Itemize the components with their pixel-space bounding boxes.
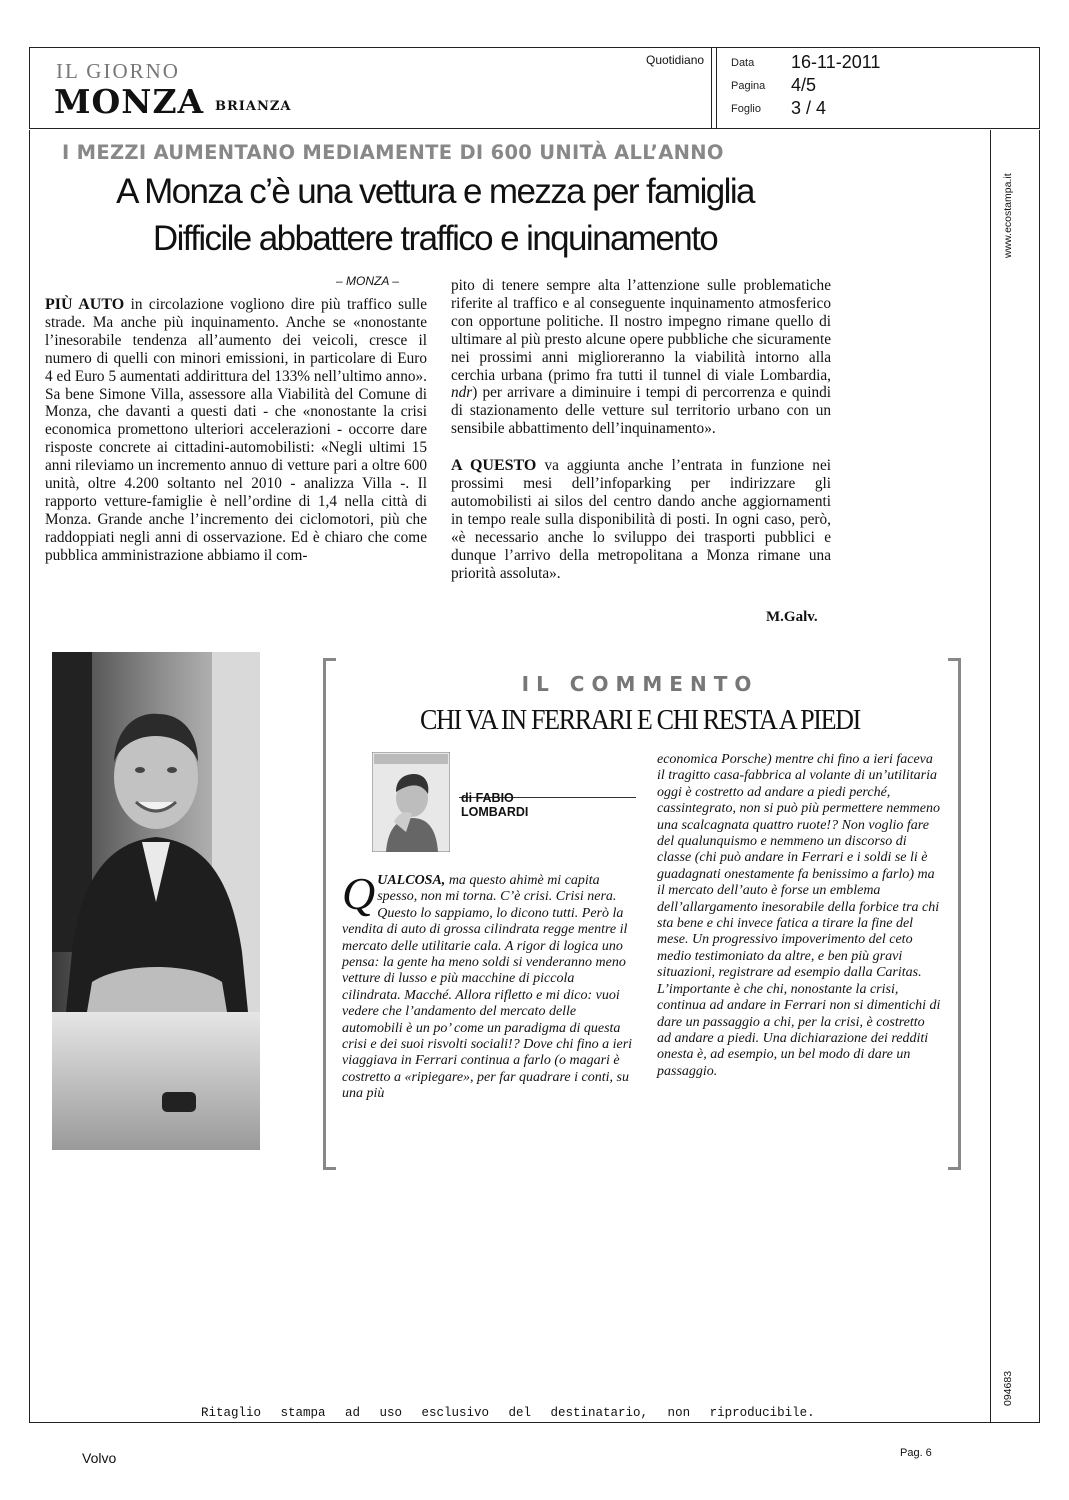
article-dateline: – MONZA –	[336, 274, 399, 288]
article-headline-1: A Monza c’è una vettura e mezza per famiglia	[116, 172, 754, 211]
comment-title: CHI VA IN FERRARI E CHI RESTA A PIEDI	[419, 704, 861, 736]
article-signature: M.Galv.	[766, 609, 818, 625]
publication-type: Quotidiano	[646, 53, 705, 67]
comment-label: IL COMMENTO	[521, 672, 759, 696]
comment-bracket-left	[323, 658, 336, 1170]
article-col2-ndr: ndr	[451, 384, 473, 402]
article-kicker: I MEZZI AUMENTANO MEDIAMENTE DI 600 UNITÀ ALL’ANNO	[62, 141, 724, 164]
date-value: 16-11-2011	[791, 52, 881, 72]
meta-box	[716, 47, 1040, 129]
assessor-photo	[52, 652, 260, 1150]
footer-page: Pag. 6	[900, 1447, 932, 1459]
side-column	[990, 130, 1040, 1423]
comment-column-1	[342, 868, 634, 1103]
author-photo	[372, 752, 450, 852]
article-headline-2: Difficile abbattere traffico e inquinamento	[152, 219, 718, 258]
comment-bracket-right	[948, 658, 961, 1170]
sheet-label: Foglio	[731, 103, 761, 115]
article-col2-text-c: va aggiunta anche l’entrata in funzione nei prossimi mesi dell’infoparking per indirizzare gli automobilisti ai silos del centro dando anche aggiornamenti in tempo reale sulla disponibilità di posti. In ogni caso, però, «è necessario anche lo sviluppo dei trasporti pubblici e dunque l’arrivo della metropolitana a Monza rimane una priorità assoluta».	[451, 457, 831, 582]
footer-client: Volvo	[82, 1450, 117, 1466]
comment-col1-text: ma questo ahimè mi capita spesso, non mi torna. C’è crisi. Crisi nera. Questo lo sappiamo, lo dicono tutti. Però la vendita di auto di grossa cilindrata regge mentre il mercato delle utilitarie cala. A rigor di logica uno pensa: la gente ha meno soldi si venderanno meno vetture di lusso e più macchine di piccola cilindrata. Macché. Allora rifletto e mi dico: vuoi vedere che l’andamento del mercato delle automobili è un po’ come un paradigma di questa crisi e dei suoi risvolti sociali!? Dove chi fino a ieri viaggiava in Ferrari continua a farlo (o magari è costretto a «ripiegare», per far quadrare i conti, su una più	[342, 873, 633, 1102]
article-column-1	[45, 296, 427, 565]
author-name	[461, 791, 528, 819]
author-surname: LOMBARDI	[461, 805, 529, 819]
comment-column-2	[657, 752, 942, 1080]
date-label: Data	[731, 57, 755, 69]
page-value: 4/5	[791, 75, 817, 95]
side-code: 094683	[1002, 1370, 1014, 1406]
article-col1-lead: PIÙ AUTO	[45, 296, 125, 313]
masthead-line3: BRIANZA	[215, 99, 292, 114]
article-col2-lead: A QUESTO	[451, 457, 537, 475]
masthead-line2: MONZA	[54, 82, 205, 121]
disclaimer: Ritaglio stampa ad uso esclusivo del destinatario, non riproducibile.	[201, 1406, 815, 1420]
page-label: Pagina	[731, 80, 766, 92]
comment-col1-lead: UALCOSA,	[377, 873, 446, 888]
article-column-2	[451, 277, 831, 583]
article-col2-text-b: ) per arrivare a diminuire i tempi di percorrenza e quindi di stazionamento delle vetture sul territorio urbano con un sensibile abbattimento dell’inquinamento».	[451, 384, 831, 438]
article-col1-text: in circolazione vogliono dire più traffico sulle strade. Ma anche più inquinamento. Anche se «nonostante l’inesorabile tendenza all’aumento dei veicoli, cresce il numero di quelli con minori emissioni, in particolare di Euro 4 ed Euro 5 aumentati addirittura del 133% nell’ultimo anno». Sa bene Simone Villa, assessore alla Viabilità del Comune di Monza, che davanti a questi dati - che «nonostante la crisi economica promettono ulteriori accelerazioni - occorre dare risposte concrete ai cittadini-automobilisti: «Negli ultimi 15 anni rileviamo un incremento annuo di vetture pari a oltre 600 unità, oltre 4.200 soltanto nel 2010 - analizza Villa -. Il rapporto vetture-famiglie è nell’ordine di 1,4 nella città di Monza. Grande anche l’incremento dei ciclomotori, più che raddoppiati negli anni di osservazione. Ed è chiaro che come pubblica amministrazione abbiamo il com-	[45, 296, 428, 564]
author-prefix: di FABIO	[461, 791, 514, 805]
masthead-line1: IL GIORNO	[56, 59, 180, 83]
sheet-value: 3 / 4	[791, 98, 827, 118]
comment-col2-text: economica Porsche) mentre chi fino a ieri faceva il tragitto casa-fabbrica al volante di un’utilitaria oggi è costretto ad andare a piedi perché, cassintegrato, non si può più permettere nemmeno una scalcagnata quattro ruote!? Non voglio fare del qualunquismo e nemmeno un discorso di classe (chi può andare in Ferrari e i soldi se li è guadagnati onestamente fa benissimo a farlo) ma il mercato dell’auto è forse un emblema dell’allargamento inesorabile della forbice tra chi sta bene e chi invece fatica a tirare la fine del mese. Un progressivo impoverimento del ceto medio testimoniato da altre, e ben più gravi situazioni, registrare ad esempio dalla Caritas. L’importante è che chi, nonostante la crisi, continua ad andare in Ferrari non si dimentichi di dare un passaggio a chi, per la crisi, è costretto ad andare a piedi. Una dichiarazione dei redditi onesta è, ad esempio, un bel modo di dare un passaggio.	[657, 752, 941, 1079]
side-website: www.ecostampa.it	[1002, 173, 1014, 258]
article-col2-text: pito di tenere sempre alta l’attenzione sulle problematiche riferite al traffico e al conseguente inquinamento atmosferico con opportune politiche. Il nostro impegno rimane quello di ultimare al più presto alcune opere pubbliche che sicuramente nei prossimi anni miglioreranno la viabilità intorno alla cerchia urbana (primo fra tutti il tunnel di viale Lombardia,	[451, 277, 831, 384]
comment-dropcap: Q	[342, 868, 376, 919]
